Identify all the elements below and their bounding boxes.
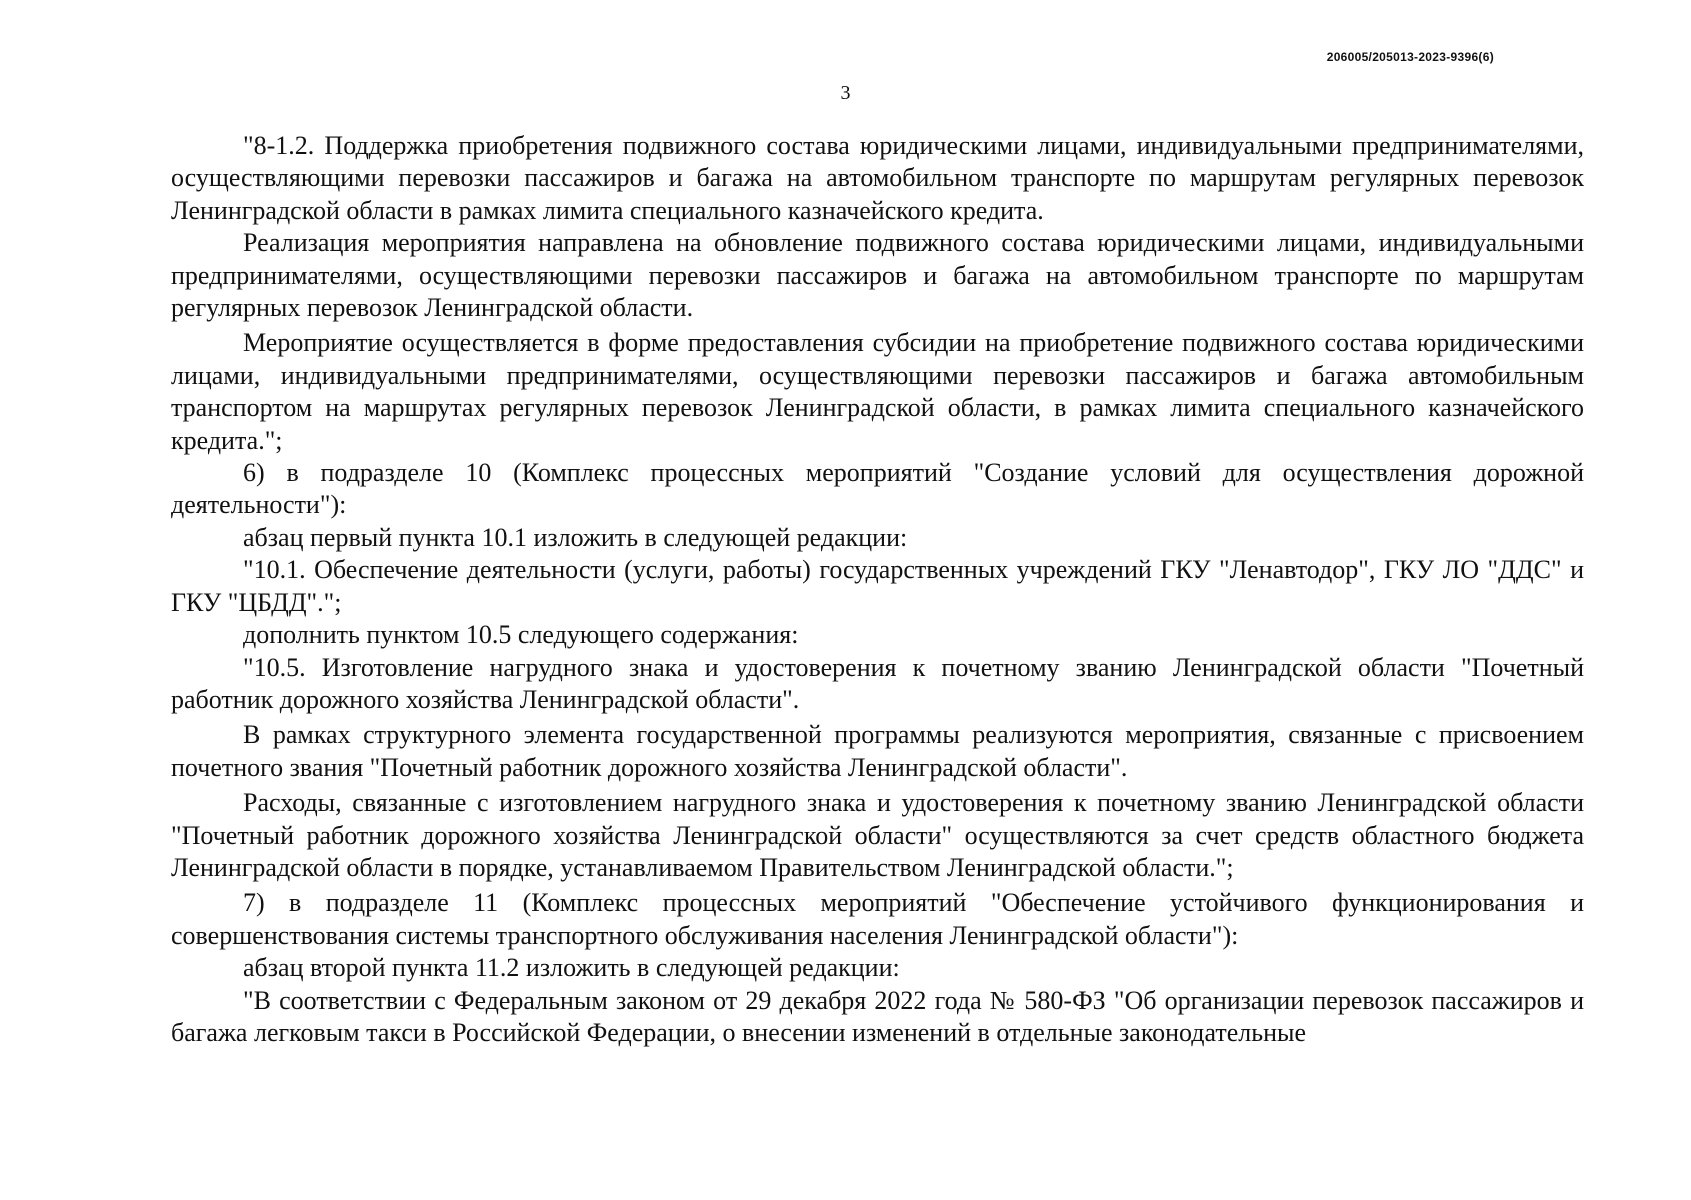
paragraph: Реализация мероприятия направлена на обновление подвижного состава юридическими лицами, индивидуальными предпринимателями, осуществляющими перевозки пассажиров и багажа на автомобильном транспорте по маршрутам регулярных перевозок Ленинградской области. [171, 228, 1584, 323]
paragraph: "10.1. Обеспечение деятельности (услуги, работы) государственных учреждений ГКУ "Ленавтодор", ГКУ ЛО "ДДС" и ГКУ "ЦБДД"."; [171, 555, 1584, 617]
paragraph: Мероприятие осуществляется в форме предоставления субсидии на приобретение подвижного состава юридическими лицами, индивидуальными предпринимателями, осуществляющими перевозки пассажиров и багажа автомобильным транспортом на маршрутах регулярных перевозок Ленинградской области, в рамках лимита специального казначейского кредита."; [171, 328, 1584, 455]
paragraph: дополнить пунктом 10.5 следующего содержания: [243, 620, 799, 650]
paragraph: Расходы, связанные с изготовлением нагрудного знака и удостоверения к почетному званию Ленинградской области "Почетный работник дорожного хозяйства Ленинградской области" осуществляются за счет средств областного бюджета Ленинградской области в порядке, устанавливаемом Правительством Ленинградской области."; [171, 788, 1584, 882]
document-body [171, 130, 1584, 1049]
page-number: 3 [840, 82, 851, 104]
paragraph: В рамках структурного элемента государственной программы реализуются мероприятия, связанные с присвоением почетного звания "Почетный работник дорожного хозяйства Ленинградской области". [171, 720, 1584, 782]
paragraph: 6) в подразделе 10 (Комплекс процессных мероприятий "Создание условий для осуществления дорожной деятельности"): [171, 458, 1584, 520]
paragraph: "10.5. Изготовление нагрудного знака и удостоверения к почетному званию Ленинградской области "Почетный работник дорожного хозяйства Ленинградской области". [171, 652, 1584, 714]
paragraph: "В соответствии с Федеральным законом от 29 декабря 2022 года № 580-ФЗ "Об организации перевозок пассажиров и багажа легковым такси в Российской Федерации, о внесении изменений в отдельные законодательные [171, 985, 1584, 1047]
paragraph: абзац второй пункта 11.2 изложить в следующей редакции: [243, 953, 900, 983]
paragraph: 7) в подразделе 11 (Комплекс процессных мероприятий "Обеспечение устойчивого функционирования и совершенствования системы транспортного обслуживания населения Ленинградской области"): [171, 888, 1584, 950]
paragraph: "8-1.2. Поддержка приобретения подвижного состава юридическими лицами, индивидуальными предпринимателями, осуществляющими перевозки пассажиров и багажа на автомобильном транспорте по маршрутам регулярных перевозок Ленинградской области в рамках лимита специального казначейского кредита. [171, 131, 1584, 225]
document-id: 206005/205013-2023-9396(6) [1326, 50, 1494, 64]
paragraph: абзац первый пункта 10.1 изложить в следующей редакции: [243, 522, 908, 552]
